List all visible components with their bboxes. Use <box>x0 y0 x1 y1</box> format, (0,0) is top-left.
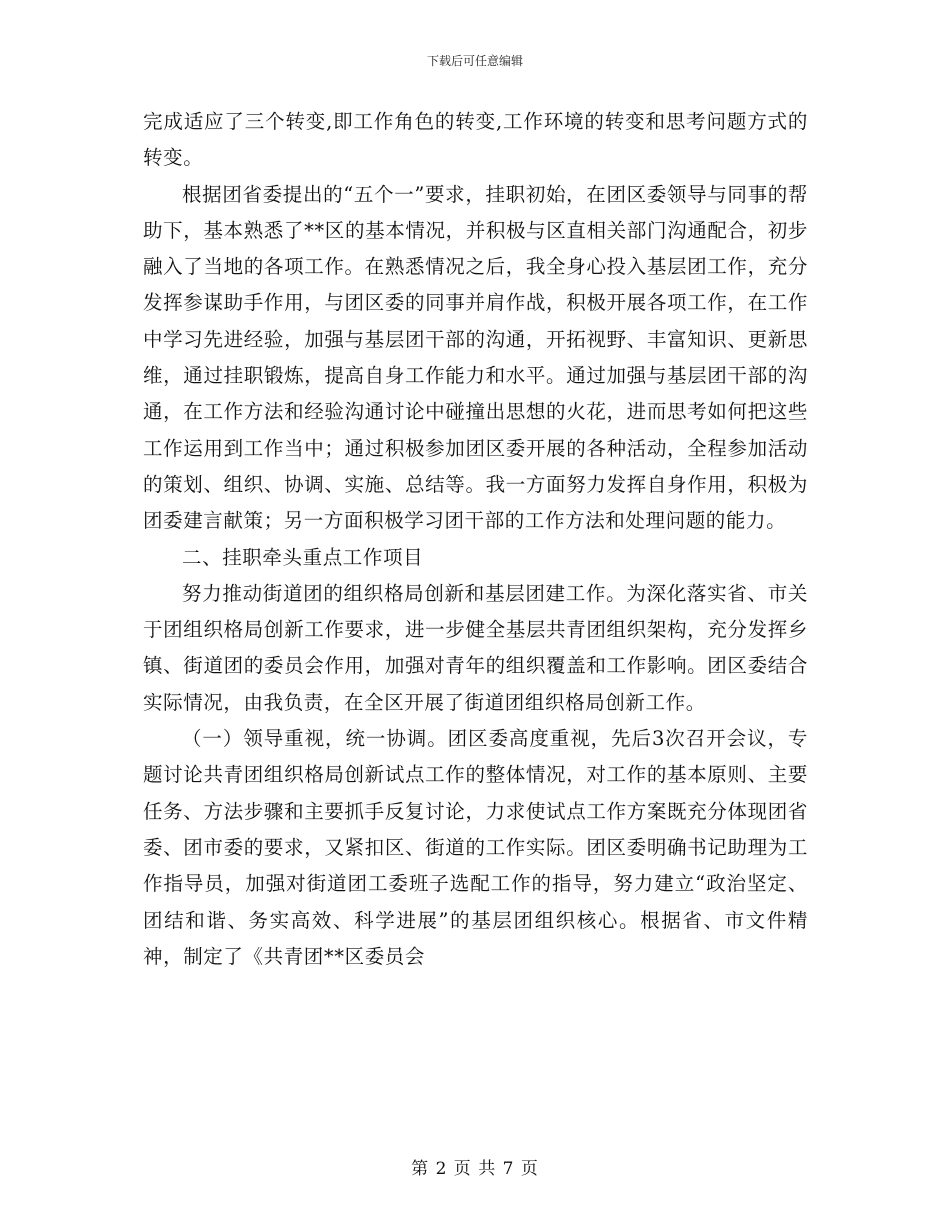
paragraph-project: 努力推动街道团的组织格局创新和基层团建工作。为深化落实省、市关于团组织格局创新工作要求，进一步健全基层共青团组织架构，充分发挥乡镇、街道团的委员会作用，加强对青年的组织覆盖和工作影响。团区委结合实际情况，由我负责，在全区开展了街道团组织格局创新工作。 <box>143 581 808 714</box>
page-number-footer: 第 2 页 共 7 页 <box>411 1159 539 1179</box>
page-header: 下载后可任意编辑 <box>426 54 523 68</box>
document-body <box>143 104 808 975</box>
paragraph-introduction: 根据团省委提出的“五个一”要求，挂职初始，在团区委领导与同事的帮助下，基本熟悉了**区的基本情况，并积极与区直相关部门沟通配合，初步融入了当地的各项工作。在熟悉情况之后，我全身心投入基层团工作，充分发挥参谋助手作用，与团区委的同事并肩作战，积极开展各项工作，在工作中学习先进经验，加强与基层团干部的沟通，开拓视野、丰富知识、更新思维，通过挂职锻炼，提高自身工作能力和水平。通过加强与基层团干部的沟通，在工作方法和经验沟通讨论中碰撞出思想的火花，进而思考如何把这些工作运用到工作当中；通过积极参加团区委开展的各种活动，全程参加活动的策划、组织、协调、实施、总结等。我一方面努力发挥自身作用，积极为团委建言献策；另一方面积极学习团干部的工作方法和处理问题的能力。 <box>143 182 808 533</box>
section-heading: 二、挂职牵头重点工作项目 <box>182 545 424 569</box>
paragraph-continuation: 完成适应了三个转变,即工作角色的转变,工作环境的转变和思考问题方式的转变。 <box>143 110 808 170</box>
paragraph-subsection-one: （一）领导重视，统一协调。团区委高度重视，先后3次召开会议，专题讨论共青团组织格局创新试点工作的整体情况，对工作的基本原则、主要任务、方法步骤和主要抓手反复讨论，力求使试点工作方案既充分体现团省委、团市委的要求，又紧扣区、街道的工作实际。团区委明确书记助理为工作指导员，加强对街道团工委班子选配工作的指导，努力建立“政治坚定、团结和谐、务实高效、科学进展”的基层团组织核心。根据省、市文件精神，制定了《共青团**区委员会 <box>143 727 808 968</box>
